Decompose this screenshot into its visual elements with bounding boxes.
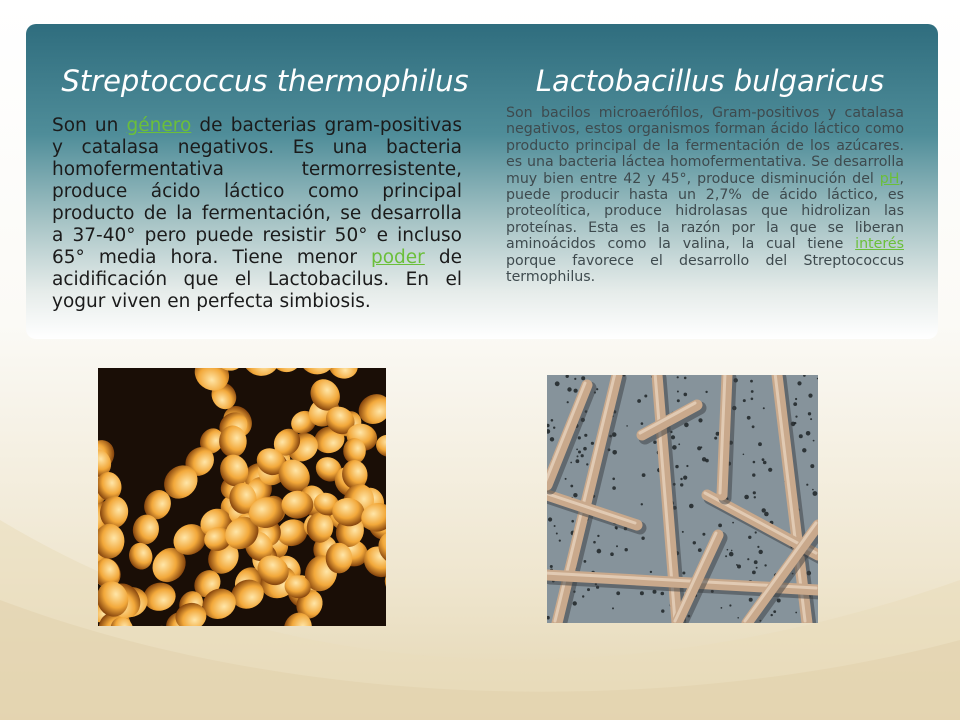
membrane-pore bbox=[637, 399, 641, 403]
membrane-pore bbox=[773, 610, 776, 613]
right-column-title: Lactobacillus bulgaricus bbox=[535, 64, 885, 98]
membrane-pore bbox=[577, 455, 579, 457]
membrane-pore bbox=[755, 531, 757, 533]
membrane-pore bbox=[671, 435, 675, 439]
membrane-pore bbox=[721, 607, 723, 609]
membrane-pore bbox=[795, 416, 797, 418]
membrane-pore bbox=[653, 441, 656, 444]
membrane-pore bbox=[759, 550, 763, 554]
right-column-paragraph bbox=[506, 105, 904, 285]
membrane-pore bbox=[718, 524, 722, 528]
membrane-pore bbox=[684, 393, 688, 397]
coccus-cell bbox=[326, 368, 360, 381]
membrane-pore bbox=[612, 486, 616, 490]
membrane-pore bbox=[763, 407, 765, 409]
link-interes[interactable]: interés bbox=[855, 236, 904, 253]
coccus-cell bbox=[242, 368, 280, 378]
membrane-pore bbox=[573, 601, 577, 605]
membrane-pore bbox=[574, 389, 578, 393]
membrane-pore bbox=[693, 541, 696, 544]
membrane-pore bbox=[764, 512, 769, 517]
membrane-pore bbox=[586, 463, 588, 465]
text-segment: porque favorece el desarrollo del Streptococcus termophilus. bbox=[506, 252, 904, 286]
membrane-pore bbox=[644, 395, 647, 398]
text-segment: Son un bbox=[52, 115, 127, 136]
membrane-pore bbox=[732, 522, 734, 524]
membrane-pore bbox=[684, 377, 687, 380]
membrane-pore bbox=[591, 442, 594, 445]
membrane-pore bbox=[587, 588, 590, 591]
membrane-pore bbox=[559, 540, 561, 542]
membrane-pore bbox=[682, 531, 684, 533]
membrane-pore bbox=[548, 517, 552, 521]
membrane-pore bbox=[752, 425, 755, 428]
membrane-pore bbox=[743, 454, 745, 456]
membrane-pore bbox=[626, 425, 628, 427]
membrane-pore bbox=[610, 552, 614, 556]
membrane-pore bbox=[763, 461, 767, 465]
streptococcus-micrograph-image bbox=[98, 368, 386, 626]
membrane-pore bbox=[751, 390, 754, 393]
link-genero[interactable]: género bbox=[126, 115, 192, 136]
membrane-pore bbox=[641, 422, 644, 425]
lactobacillus-micrograph-image bbox=[547, 375, 818, 623]
membrane-pore bbox=[550, 437, 554, 441]
coccus-cell bbox=[300, 368, 334, 375]
membrane-pore bbox=[576, 459, 580, 463]
membrane-pore bbox=[768, 468, 772, 472]
membrane-pore bbox=[582, 595, 584, 597]
membrane-pore bbox=[565, 478, 567, 480]
membrane-pore bbox=[744, 495, 749, 500]
membrane-pore bbox=[578, 451, 581, 454]
membrane-pore bbox=[556, 533, 558, 535]
membrane-pore bbox=[597, 535, 599, 537]
membrane-pore bbox=[672, 445, 677, 450]
left-column-paragraph bbox=[52, 115, 462, 313]
membrane-pore bbox=[698, 418, 702, 422]
membrane-pore bbox=[714, 437, 717, 440]
bacillus-rod bbox=[547, 385, 587, 485]
membrane-pore bbox=[764, 564, 766, 566]
membrane-pore bbox=[616, 528, 618, 530]
membrane-pore bbox=[751, 398, 754, 401]
membrane-pore bbox=[810, 464, 814, 468]
membrane-pore bbox=[727, 549, 729, 551]
membrane-pore bbox=[700, 446, 702, 448]
membrane-pore bbox=[574, 378, 576, 380]
membrane-pore bbox=[749, 598, 753, 602]
coccus-cell bbox=[126, 541, 155, 572]
membrane-pore bbox=[813, 440, 815, 442]
membrane-pore bbox=[653, 590, 657, 594]
membrane-pore bbox=[567, 401, 569, 403]
text-segment: de acidificación que el Lactobacilus. En el yogur viven en perfecta simbiosis. bbox=[52, 247, 462, 312]
membrane-pore bbox=[554, 525, 556, 527]
membrane-pore bbox=[553, 427, 555, 429]
membrane-pore bbox=[682, 572, 685, 575]
membrane-pore bbox=[797, 381, 801, 385]
membrane-pore bbox=[642, 473, 646, 477]
membrane-pore bbox=[810, 418, 812, 420]
membrane-pore bbox=[570, 485, 573, 488]
membrane-pore bbox=[737, 617, 739, 619]
membrane-pore bbox=[753, 461, 756, 464]
membrane-pore bbox=[705, 391, 707, 393]
membrane-pore bbox=[795, 612, 797, 614]
coccus-cell bbox=[98, 523, 126, 560]
text-segment: , puede producir hasta un 2,7% de ácido láctico, es proteolítica, produce hidrolasas que hidrolizan las proteínas. Esta es la razón por la que se liberan aminoácidos como la valina, la cual tiene bbox=[506, 170, 904, 253]
membrane-pore bbox=[762, 508, 766, 512]
membrane-pore bbox=[547, 424, 550, 428]
membrane-pore bbox=[771, 614, 773, 616]
membrane-pore bbox=[793, 402, 797, 406]
membrane-pore bbox=[729, 552, 734, 557]
membrane-pore bbox=[612, 607, 614, 609]
membrane-pore bbox=[808, 412, 811, 415]
membrane-pore bbox=[550, 565, 553, 568]
membrane-pore bbox=[689, 504, 694, 509]
membrane-pore bbox=[661, 592, 665, 596]
membrane-pore bbox=[547, 616, 550, 620]
membrane-pore bbox=[675, 465, 678, 468]
membrane-pore bbox=[725, 555, 727, 557]
membrane-pore bbox=[570, 462, 572, 464]
membrane-pore bbox=[702, 533, 705, 536]
text-segment: Son bacilos microaerófilos, Gram-positivos y catalasa negativos, estos organismos forman ácido láctico como producto principal de la fermentación de los azúcares. es una bacteria láctea homofermentativa. Se desarrolla muy bien entre 42 y 45°, produce disminución del bbox=[506, 105, 904, 187]
link-poder[interactable]: poder bbox=[371, 247, 425, 268]
membrane-pore bbox=[812, 489, 814, 491]
link-ph[interactable]: pH bbox=[879, 170, 900, 187]
membrane-pore bbox=[817, 378, 818, 380]
membrane-pore bbox=[641, 537, 644, 540]
membrane-pore bbox=[650, 571, 652, 573]
membrane-pore bbox=[813, 491, 818, 496]
membrane-pore bbox=[729, 604, 731, 606]
membrane-pore bbox=[754, 560, 758, 564]
membrane-pore bbox=[756, 567, 758, 569]
membrane-pore bbox=[555, 381, 560, 386]
membrane-pore bbox=[593, 541, 596, 544]
membrane-pore bbox=[747, 558, 749, 560]
membrane-pore bbox=[581, 454, 584, 457]
membrane-pore bbox=[753, 491, 756, 494]
membrane-pore bbox=[640, 591, 644, 595]
membrane-pore bbox=[806, 431, 811, 436]
membrane-pore bbox=[581, 376, 585, 380]
membrane-pore bbox=[578, 436, 581, 439]
membrane-pore bbox=[748, 536, 751, 539]
membrane-pore bbox=[625, 548, 628, 551]
membrane-pore bbox=[576, 449, 578, 451]
membrane-pore bbox=[702, 457, 706, 461]
membrane-pore bbox=[750, 380, 753, 383]
text-segment: de bacterias gram-positivas y catalasa negativos. Es una bacteria homofermentativa termorresistente, produce ácido láctico como principal producto de la fermentación, se desarrolla a 37-40° pero puede resistir 50° e incluso 65° media hora. Tiene menor bbox=[52, 115, 462, 268]
membrane-pore bbox=[566, 375, 569, 378]
membrane-pore bbox=[762, 458, 765, 461]
membrane-pore bbox=[677, 399, 680, 402]
membrane-pore bbox=[752, 571, 756, 575]
membrane-pore bbox=[731, 550, 733, 552]
membrane-pore bbox=[678, 443, 680, 445]
membrane-pore bbox=[661, 609, 664, 612]
membrane-pore bbox=[752, 473, 755, 476]
membrane-pore bbox=[612, 478, 615, 481]
membrane-pore bbox=[597, 549, 602, 554]
membrane-pore bbox=[584, 560, 587, 563]
membrane-pore bbox=[583, 447, 587, 451]
membrane-pore bbox=[802, 448, 806, 452]
membrane-pore bbox=[616, 591, 620, 595]
membrane-pore bbox=[641, 503, 643, 505]
membrane-pore bbox=[754, 496, 756, 498]
membrane-pore bbox=[677, 391, 679, 393]
membrane-pore bbox=[551, 419, 554, 422]
membrane-pore bbox=[683, 476, 687, 480]
membrane-pore bbox=[758, 442, 762, 446]
membrane-pore bbox=[743, 399, 746, 402]
membrane-pore bbox=[686, 465, 688, 467]
membrane-pore bbox=[803, 375, 806, 377]
membrane-pore bbox=[794, 422, 796, 424]
membrane-pore bbox=[677, 376, 679, 378]
membrane-pore bbox=[612, 450, 617, 455]
membrane-pore bbox=[799, 434, 803, 438]
left-column-title: Streptococcus thermophilus bbox=[61, 64, 469, 98]
membrane-pore bbox=[571, 520, 574, 523]
membrane-pore bbox=[757, 546, 759, 548]
membrane-pore bbox=[806, 484, 808, 486]
membrane-pore bbox=[698, 548, 702, 552]
membrane-pore bbox=[616, 545, 618, 547]
membrane-pore bbox=[573, 493, 577, 497]
membrane-pore bbox=[584, 434, 587, 437]
membrane-pore bbox=[567, 387, 571, 391]
membrane-pore bbox=[737, 565, 741, 569]
coccus-cell bbox=[272, 368, 300, 372]
membrane-pore bbox=[808, 394, 812, 398]
membrane-pore bbox=[680, 478, 682, 480]
membrane-pore bbox=[795, 398, 797, 400]
membrane-pore bbox=[547, 429, 550, 434]
membrane-pore bbox=[747, 416, 751, 420]
membrane-pore bbox=[680, 483, 683, 486]
